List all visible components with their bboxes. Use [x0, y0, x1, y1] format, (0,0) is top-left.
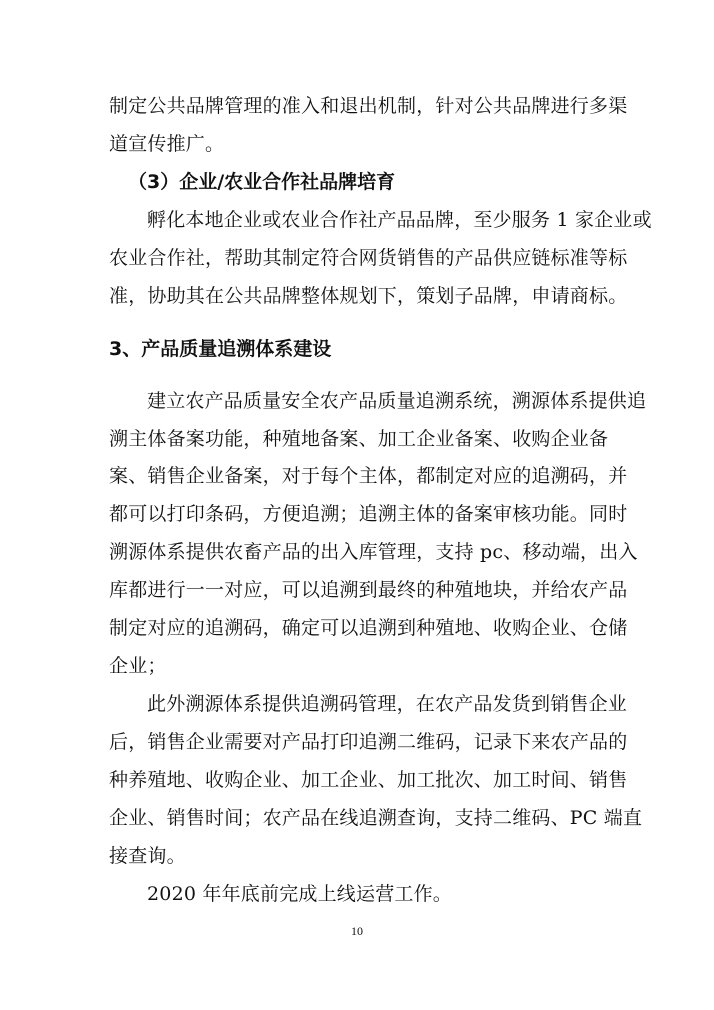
paragraph-traceability-line-6: 库都进行一一对应，可以追溯到最终的种殖地块，并给农产品 [109, 579, 628, 601]
paragraph-traceability-line-1: 建立农产品质量安全农产品质量追溯系统，溯源体系提供追 [147, 390, 647, 412]
paragraph-traceability-line-8: 企业； [109, 655, 167, 677]
paragraph-traceability-line-3: 案、销售企业备案，对于每个主体，都制定对应的追溯码，并 [109, 465, 628, 487]
paragraph-trace-code-line-3: 种养殖地、收购企业、加工企业、加工批次、加工时间、销售 [109, 769, 628, 791]
paragraph-traceability-line-5: 溯源体系提供农畜产品的出入库管理，支持 pc、移动端，出入 [109, 541, 638, 563]
paragraph-trace-code-line-5: 接查询。 [109, 845, 186, 867]
paragraph-deadline: 2020 年年底前完成上线运营工作。 [147, 883, 452, 905]
subheading-enterprise-brand: （3）企业/农业合作社品牌培育 [128, 171, 396, 193]
paragraph-brand-management-line-1: 制定公共品牌管理的准入和退出机制，针对公共品牌进行多渠 [109, 95, 628, 117]
paragraph-incubation-line-2: 农业合作社，帮助其制定符合网货销售的产品供应链标准等标 [109, 247, 628, 269]
paragraph-traceability-line-7: 制定对应的追溯码，确定可以追溯到种殖地、收购企业、仓储 [109, 617, 628, 639]
paragraph-trace-code-line-4: 企业、销售时间；农产品在线追溯查询，支持二维码、PC 端直 [109, 807, 643, 829]
paragraph-incubation-line-3: 准，协助其在公共品牌整体规划下，策划子品牌，申请商标。 [109, 285, 628, 307]
paragraph-incubation-line-1: 孵化本地企业或农业合作社产品品牌，至少服务 1 家企业或 [147, 209, 652, 231]
paragraph-traceability-line-4: 都可以打印条码，方便追溯；追溯主体的备案审核功能。同时 [109, 503, 628, 525]
page-number: 10 [351, 924, 363, 938]
paragraph-brand-management-line-2: 道宣传推广。 [109, 133, 225, 155]
section-heading-traceability: 3、产品质量追溯体系建设 [109, 338, 332, 360]
paragraph-traceability-line-2: 溯主体备案功能，种殖地备案、加工企业备案、收购企业备 [109, 428, 609, 450]
paragraph-trace-code-line-1: 此外溯源体系提供追溯码管理，在农产品发货到销售企业 [147, 693, 628, 715]
paragraph-trace-code-line-2: 后，销售企业需要对产品打印追溯二维码，记录下来农产品的 [109, 731, 628, 753]
